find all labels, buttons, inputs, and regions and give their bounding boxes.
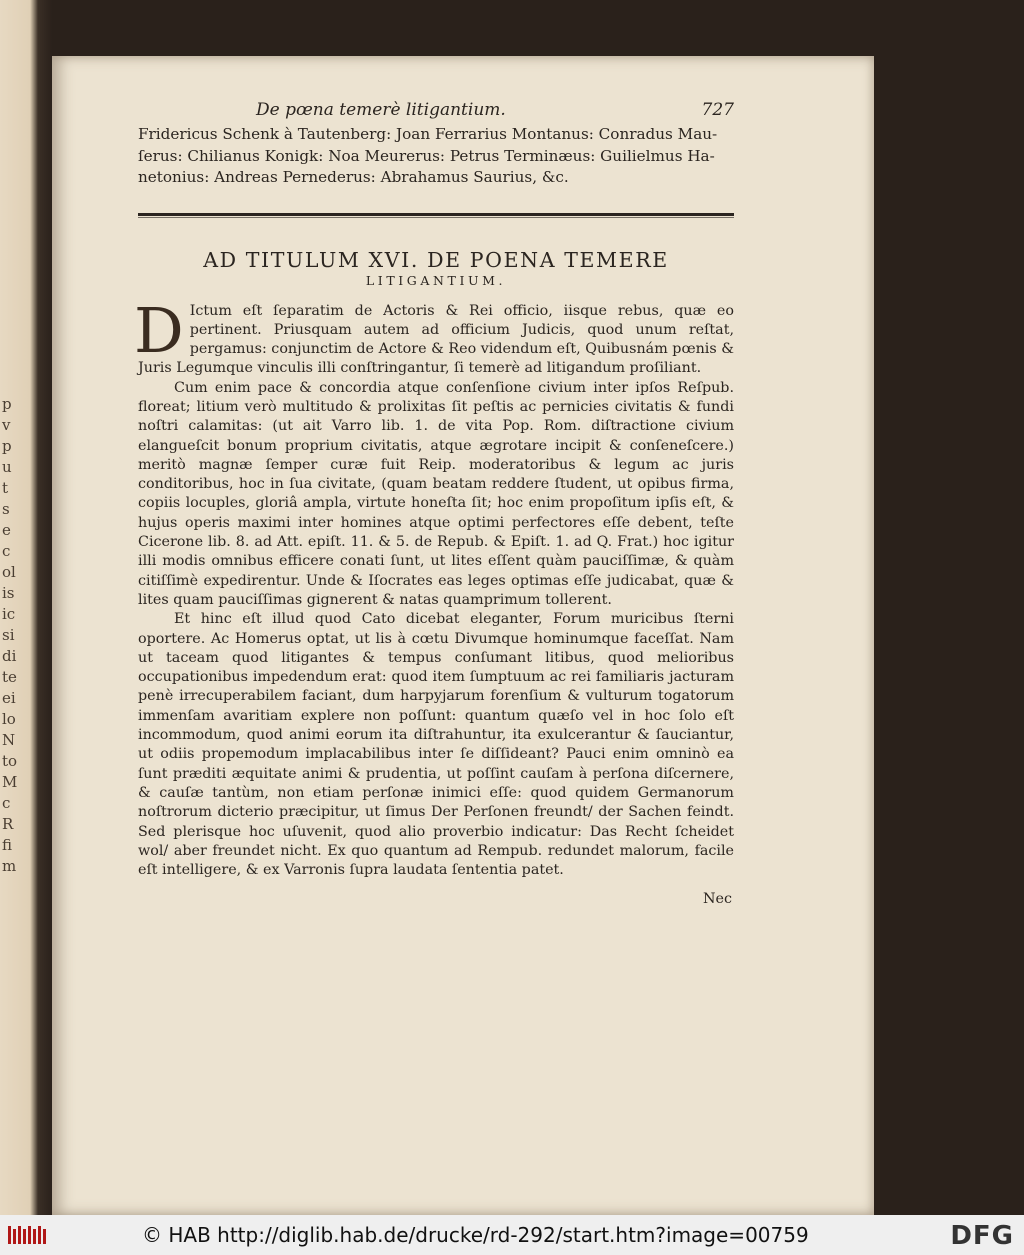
adjacent-page-fragment: c: [2, 542, 11, 560]
section-rule: [138, 213, 734, 216]
adjacent-page-fragment: u: [2, 458, 12, 476]
paragraph-3: Et hinc eſt illud quod Cato dicebat eleganter, Forum muricibus ſterni oportere. Ac Homerus optat, ut lis à cœtu Divumque hominumque faceſſat. Nam ut taceam quod litigantes & tempus conſumant litibus, quod melioribus occupationibus impedendum erat: quod item ſumptuum ac rei familiaris jacturam penè irrecuperabilem faciant, dum harpyjarum forenſium & vulturum togatorum immenſam avaritiam explere non poſſunt: quantum quæſo vel in hoc ſolo eſt incommodum, quod animi eorum ita diſtrahuntur, ita exulcerantur & ſauciantur, ut odiis propemodum implacabilibus inter ſe diſſideant? Pauci enim omninò ea ſunt præditi æquitate animi & prudentia, ut poſſint cauſam à perſona diſcernere, & cauſæ tantùm, non etiam perſonæ inimici eſſe: quod quidem Germanorum noſtrorum dicterio præcipitur, ut ſimus Der Perſonen freundt/ der Sachen feindt. Sed plerisque hoc uſuvenit, quod alio proverbio indicatur: Das Recht ſcheidet wol/ aber freundet nicht. Ex quo quantum ad Rempub. redundet malorum, facile eſt intelligere, & ex Varronis ſupra laudata ſententia patet.: [138, 611, 734, 879]
names-line: netonius: Andreas Pernederus: Abrahamus Saurius, &c.: [138, 168, 569, 186]
running-head: [138, 100, 734, 122]
names-line: Fridericus Schenk à Tautenberg: Joan Ferrarius Montanus: Conradus Mau-: [138, 125, 718, 143]
adjacent-page-fragment: e: [2, 521, 11, 539]
document-page: [52, 56, 874, 1215]
adjacent-page-fragment: p: [2, 437, 12, 455]
adjacent-page-fragment: M: [2, 773, 18, 791]
names-line: ſerus: Chilianus Konigk: Noa Meurerus: Petrus Terminæus: Guilielmus Ha-: [138, 146, 715, 165]
adjacent-page-fragment: fi: [2, 836, 13, 854]
adjacent-page-fragment: N: [2, 731, 16, 749]
copyright-text[interactable]: © HAB http://diglib.hab.de/drucke/rd-292/start.htm?image=00759: [142, 1223, 809, 1247]
adjacent-page-fragment: c: [2, 794, 11, 812]
adjacent-page-fragment: v: [2, 416, 11, 434]
paragraph-1-text: Ictum eſt ſeparatim de Actoris & Rei officio, iisque rebus, quæ eo pertinent. Priusquam autem ad officium Judicis, quod unum reſtat, pergamus: conjunctim de Actore & Reo videndum eſt, Quibusnám pœnis & Juris Legumque vinculis illi conſtringantur, ſi temerè ad litigandum proſiliant.: [138, 302, 734, 377]
names-list: [138, 124, 734, 189]
adjacent-page-fragment: te: [2, 668, 17, 686]
adjacent-page-fragment: ol: [2, 563, 16, 581]
adjacent-page-fragment: lo: [2, 710, 16, 728]
adjacent-page-fragment: s: [2, 500, 10, 518]
paragraph-1: [134, 293, 734, 379]
adjacent-page-fragment: t: [2, 479, 9, 497]
adjacent-page-fragment: p: [2, 395, 12, 413]
adjacent-page-fragment: di: [2, 647, 17, 665]
paragraph-2: Cum enim pace & concordia atque conſenſione civium inter ipſos Reſpub. floreat; litium verò multitudo & prolixitas ſit peſtis ac pernicies civitatis & fundi noſtri calamitas: (ut ait Varro lib. 1. de vita Pop. Rom. diſtractione civium elangueſcit bonum proprium civitatis, atque ægrotare incipit & conſeneſcere.) meritò magnæ ſemper curæ fuit Reip. moderatoribus & legum ac juris conditoribus, hoc in ſua civitate, (quam beatam reddere ſtudent, ut opibus firma, copiis locuples, gloriâ ampla, virtute honeſta ſit; hoc enim propoſitum ipſis eſt, & hujus operis maximi inter homines atque optimi perfectores eſſe debent, teſte Cicerone lib. 8. ad Att. epiſt. 11. & 5. de Repub. & Epiſt. 1. ad Q. Frat.) hoc igitur illi modis omnibus efficere conati ſunt, ut lites eſſent quàm pauciſſimæ, & quàm citiſſimè expedirentur. Unde & Iſocrates eas leges optimas eſſe judicabat, quæ & lites quam pauciſſimas gignerent & natas quamprimum tollerent.: [138, 379, 734, 608]
adjacent-page-fragment: is: [2, 584, 15, 602]
drop-cap: D: [134, 293, 184, 367]
footer-bar: [0, 1215, 1024, 1255]
page-content: [134, 100, 734, 910]
body-text: [134, 293, 734, 910]
running-head-title: De pœna temerè litigantium.: [256, 100, 506, 120]
dfg-logo: DFG: [950, 1221, 1014, 1251]
adjacent-page-fragment: si: [2, 626, 15, 644]
adjacent-page-fragment: R: [2, 815, 14, 833]
adjacent-page-edge: [0, 0, 52, 1215]
adjacent-page-fragment: ei: [2, 689, 16, 707]
page-number: 727: [701, 100, 734, 120]
adjacent-page-fragment: m: [2, 857, 17, 875]
adjacent-page-fragment: to: [2, 752, 18, 770]
hab-logo-icon: [6, 1223, 50, 1247]
section-rule-thin: [138, 217, 734, 218]
section-subheading: LITIGANTIUM.: [365, 272, 507, 288]
section-heading: AD TITULUM XVI. DE POENA TEMERE: [203, 247, 669, 272]
adjacent-page-fragment: ic: [2, 605, 16, 623]
catchword: Nec: [703, 891, 732, 908]
